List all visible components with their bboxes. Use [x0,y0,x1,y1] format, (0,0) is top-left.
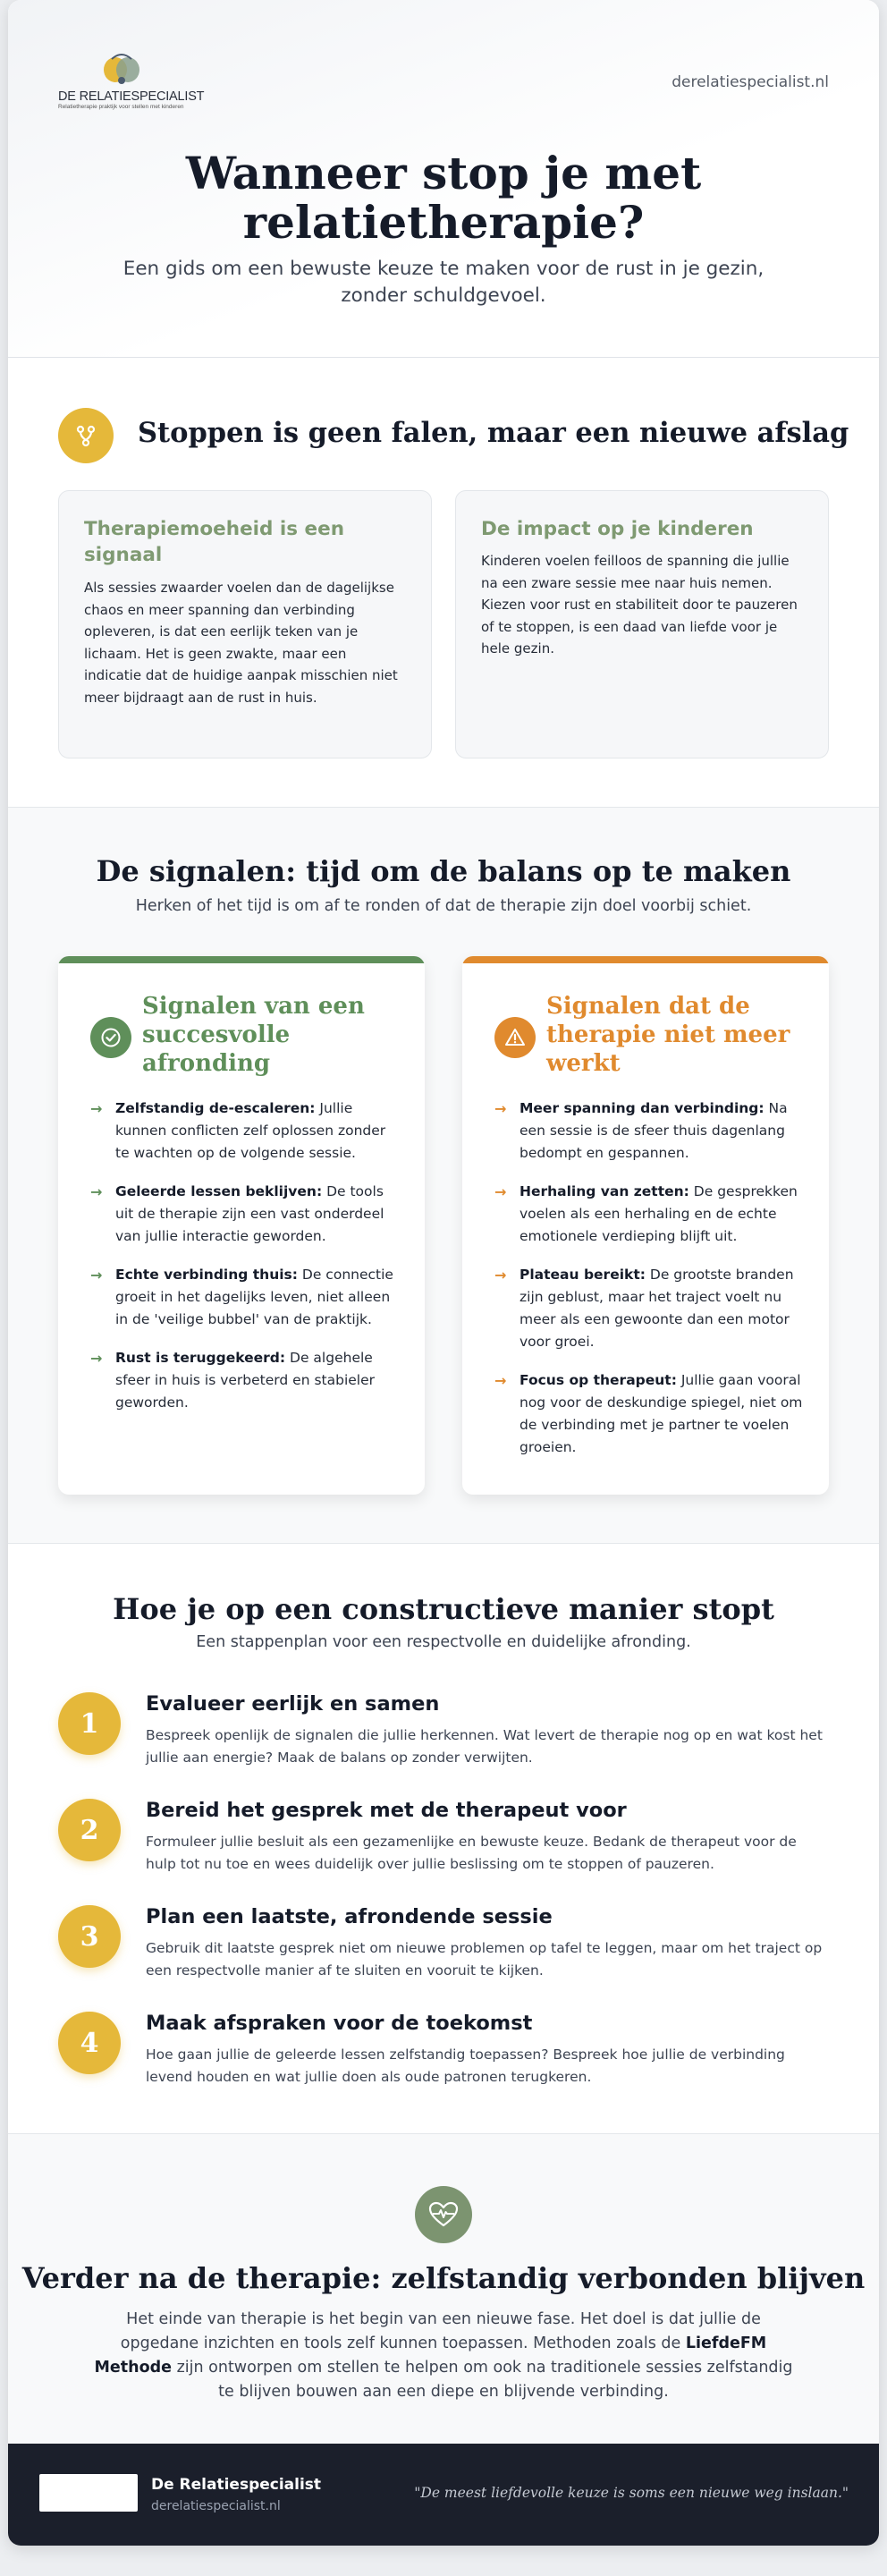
section-steps [8,1544,879,2134]
step-number: 3 [58,1905,121,1968]
arrow-right-icon: → [90,1350,103,1367]
arrow-right-icon: → [494,1267,507,1284]
arrow-right-icon: → [494,1100,507,1117]
item-text: Na een sessie is de sfeer thuis dagenlang bedompt en gespannen. [520,1100,788,1161]
header-site-url[interactable]: derelatiespecialist.nl [672,73,829,91]
step-title: Maak afspraken voor de toekomst [146,2012,533,2035]
section2-title: De signalen: tijd om de balans op te maken [96,854,791,888]
step-number: 2 [58,1799,121,1861]
list-item [90,1347,400,1414]
heart-pulse-icon [415,2186,472,2243]
footer [8,2444,879,2546]
card-text: Als sessies zwaarder voelen dan de dagelijkse chaos en meer spanning dan verbinding opleveren, is dat een eerlijk teken van je lichaam. Het is geen zwakte, maar een indicatie dat de huidige aanpak misschien niet meer bijdraagt aan de rust in huis. [84,580,398,706]
item-label: Rust is teruggekeerd: [115,1350,286,1366]
signpost-branch-icon [58,408,114,463]
logo-tagline: Relatietherapie praktijk voor stellen met kinderen [58,104,184,110]
step-number: 1 [58,1692,121,1755]
warning-signals-card [462,956,829,1495]
method-name: LiefdeFM Methode [94,2334,767,2377]
card-therapy-fatigue [58,490,432,758]
text-part: zijn ontworpen om stellen te helpen om ook na traditionele sessies zelfstandig te blijven bouwen aan een diepe en blijvende verbinding. [172,2359,793,2401]
section3-title: Hoe je op een constructieve manier stopt [113,1592,774,1626]
item-text: De connectie groeit in het dagelijks leven, niet alleen in de 'veilige bubbel' van de praktijk. [115,1267,393,1327]
item-label: Plateau bereikt: [520,1267,646,1283]
card-accent-bar [462,956,829,963]
list-item [90,1181,400,1248]
step-number: 4 [58,2012,121,2074]
warning-signals-title: Signalen dat de therapie niet meer werkt [546,993,790,1077]
page-title-line2: relatietherapie? [242,196,645,249]
step-text: Formuleer jullie besluit als een gezamenlijke en bewuste keuze. Bedank de therapeut voor de hulp tot nu toe en wees duidelijk over jullie beslissing om te stoppen of pauzeren. [146,1834,797,1872]
section1-title: Stoppen is geen falen, maar een nieuwe afslag [138,417,849,449]
list-item [90,1097,400,1165]
section-signals [8,808,879,1544]
card-impact-children [455,490,829,758]
logo-hearts-icon [58,52,215,91]
item-label: Echte verbinding thuis: [115,1267,298,1283]
list-item [494,1097,804,1165]
success-signals-card [58,956,425,1495]
logo [58,52,215,111]
success-signals-title: Signalen van een succesvolle afronding [142,993,365,1077]
list-item [494,1369,804,1459]
success-signals-list [90,1097,400,1430]
footer-logo [39,2474,138,2512]
footer-name: De Relatiespecialist [151,2476,322,2494]
list-item [494,1181,804,1248]
page-title-line1: Wanneer stop je met [185,147,702,199]
step-text: Hoe gaan jullie de geleerde lessen zelfstandig toepassen? Bespreek hoe jullie de verbinding levend houden en wat jullie doen als oude patronen terugkeren. [146,2046,785,2085]
step-title: Plan een laatste, afrondende sessie [146,1905,553,1928]
section4-text [90,2308,797,2404]
arrow-right-icon: → [494,1183,507,1200]
step-item [58,1905,827,1991]
page-subtitle: Een gids om een bewuste keuze te maken voor de rust in je gezin, zonder schuldgevoel. [122,258,765,307]
list-item [494,1264,804,1353]
card-title: De impact op je kinderen [481,518,754,540]
list-item [90,1264,400,1331]
item-label: Geleerde lessen beklijven: [115,1183,323,1199]
step-item [58,1799,827,1885]
item-text: De gesprekken voelen als een herhaling en de echte emotionele verdieping blijft uit. [520,1183,798,1244]
logo-text: DE RELATIESPECIALIST [58,89,205,104]
check-circle-icon [90,1017,131,1058]
infographic-page [8,0,879,2546]
page-title [8,148,879,247]
item-text: De grootste branden zijn geblust, maar het traject voelt nu meer als een gewoonte dan een motor voor groei. [520,1267,794,1350]
arrow-right-icon: → [90,1267,103,1284]
warning-signals-list [494,1097,804,1475]
card-text: Kinderen voelen feilloos de spanning die jullie na een zware sessie mee naar huis nemen. Kiezen voor rust en stabiliteit door te pauzeren of te stoppen, is een daad van liefde voor je hele gezin. [481,553,798,657]
card-accent-bar [58,956,425,963]
item-text: Jullie kunnen conflicten zelf oplossen zonder te wachten op de volgende sessie. [115,1100,386,1161]
step-title: Evalueer eerlijk en samen [146,1692,440,1716]
text-part: Het einde van therapie is het begin van een nieuwe fase. Het doel is dat jullie de opgedane inzichten en tools zelf kunnen toepassen. Methoden zoals de [120,2310,761,2352]
header [8,0,879,358]
item-label: Herhaling van zetten: [520,1183,689,1199]
section3-subtitle: Een stappenplan voor een respectvolle en duidelijke afronding. [196,1633,691,1651]
step-text: Bespreek openlijk de signalen die jullie herkennen. Wat levert de therapie nog op en wat kost het jullie aan energie? Maak de balans op zonder verwijten. [146,1727,823,1766]
section-after-therapy [8,2134,879,2444]
section4-title: Verder na de therapie: zelfstandig verbonden blijven [21,2261,866,2295]
item-text: Jullie gaan vooral nog voor de deskundige spiegel, niet om de verbinding met je partner te voelen groeien. [520,1372,803,1455]
card-title: Therapiemoeheid is een signaal [84,518,345,566]
item-label: Focus op therapeut: [520,1372,677,1388]
item-label: Zelfstandig de-escaleren: [115,1100,316,1116]
warning-triangle-icon [494,1017,536,1058]
step-item [58,2012,827,2097]
arrow-right-icon: → [90,1183,103,1200]
item-text: De algehele sfeer in huis is verbeterd en stabieler geworden. [115,1350,375,1411]
footer-quote: "De meest liefdevolle keuze is soms een nieuwe weg inslaan." [414,2485,849,2501]
footer-url[interactable]: derelatiespecialist.nl [151,2499,281,2513]
item-label: Meer spanning dan verbinding: [520,1100,765,1116]
section-not-failure [8,358,879,808]
step-item [58,1692,827,1778]
step-title: Bereid het gesprek met de therapeut voor [146,1799,627,1822]
item-text: De tools uit de therapie zijn een vast onderdeel van jullie interactie geworden. [115,1183,384,1244]
section2-subtitle: Herken of het tijd is om af te ronden of dat de therapie zijn doel voorbij schiet. [135,897,752,915]
arrow-right-icon: → [494,1372,507,1389]
step-text: Gebruik dit laatste gesprek niet om nieuwe problemen op tafel te leggen, maar om het traject op een respectvolle manier af te sluiten en vooruit te kijken. [146,1940,823,1979]
arrow-right-icon: → [90,1100,103,1117]
